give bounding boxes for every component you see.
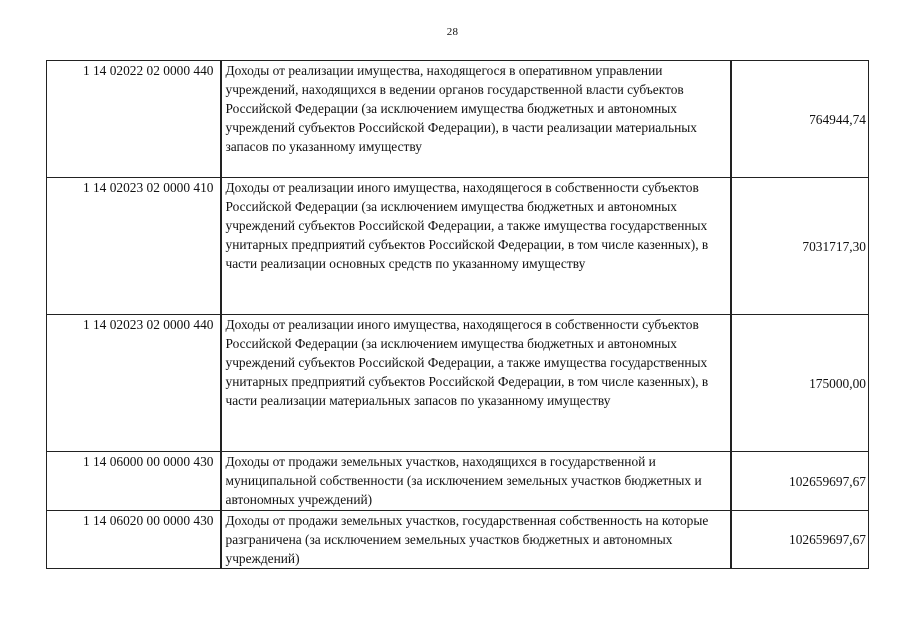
table-row <box>47 452 869 511</box>
revenue-description: Доходы от продажи земельных участков, находящихся в государственной и муниципальной собственности (за исключением земельных участков бюджетных и автономных учреждений) <box>221 452 731 511</box>
revenue-amount: 102659697,67 <box>731 511 869 569</box>
budget-classification-code: 1 14 06020 00 0000 430 <box>47 511 221 569</box>
table-row <box>47 315 869 452</box>
table-row <box>47 178 869 315</box>
budget-classification-code: 1 14 02022 02 0000 440 <box>47 61 221 178</box>
revenue-amount: 7031717,30 <box>731 178 869 315</box>
revenue-description: Доходы от реализации иного имущества, находящегося в собственности субъектов Российской Федерации (за исключением имущества бюджетных и автономных учреждений субъектов Российской Федерации, а также имущества государственных унитарных предприятий субъектов Российской Федерации, в том числе казенных), в части реализации материальных запасов по указанному имуществу <box>221 315 731 452</box>
budget-revenue-table <box>46 60 869 569</box>
page-number: 28 <box>446 26 459 38</box>
revenue-amount: 175000,00 <box>731 315 869 452</box>
table-row <box>47 61 869 178</box>
budget-classification-code: 1 14 02023 02 0000 410 <box>47 178 221 315</box>
revenue-description: Доходы от реализации имущества, находящегося в оперативном управлении учреждений, находящихся в ведении органов государственной власти субъектов Российской Федерации (за исключением имущества бюджетных и автономных учреждений субъектов Российской Федерации), в части реализации материальных запасов по указанному имуществу <box>221 61 731 178</box>
revenue-description: Доходы от продажи земельных участков, государственная собственность на которые разграничена (за исключением земельных участков бюджетных и автономных учреждений) <box>221 511 731 569</box>
revenue-amount: 764944,74 <box>731 61 869 178</box>
budget-classification-code: 1 14 06000 00 0000 430 <box>47 452 221 511</box>
table-row <box>47 511 869 569</box>
revenue-description: Доходы от реализации иного имущества, находящегося в собственности субъектов Российской Федерации (за исключением имущества бюджетных и автономных учреждений субъектов Российской Федерации, а также имущества государственных унитарных предприятий субъектов Российской Федерации, в том числе казенных), в части реализации основных средств по указанному имуществу <box>221 178 731 315</box>
budget-classification-code: 1 14 02023 02 0000 440 <box>47 315 221 452</box>
revenue-amount: 102659697,67 <box>731 452 869 511</box>
